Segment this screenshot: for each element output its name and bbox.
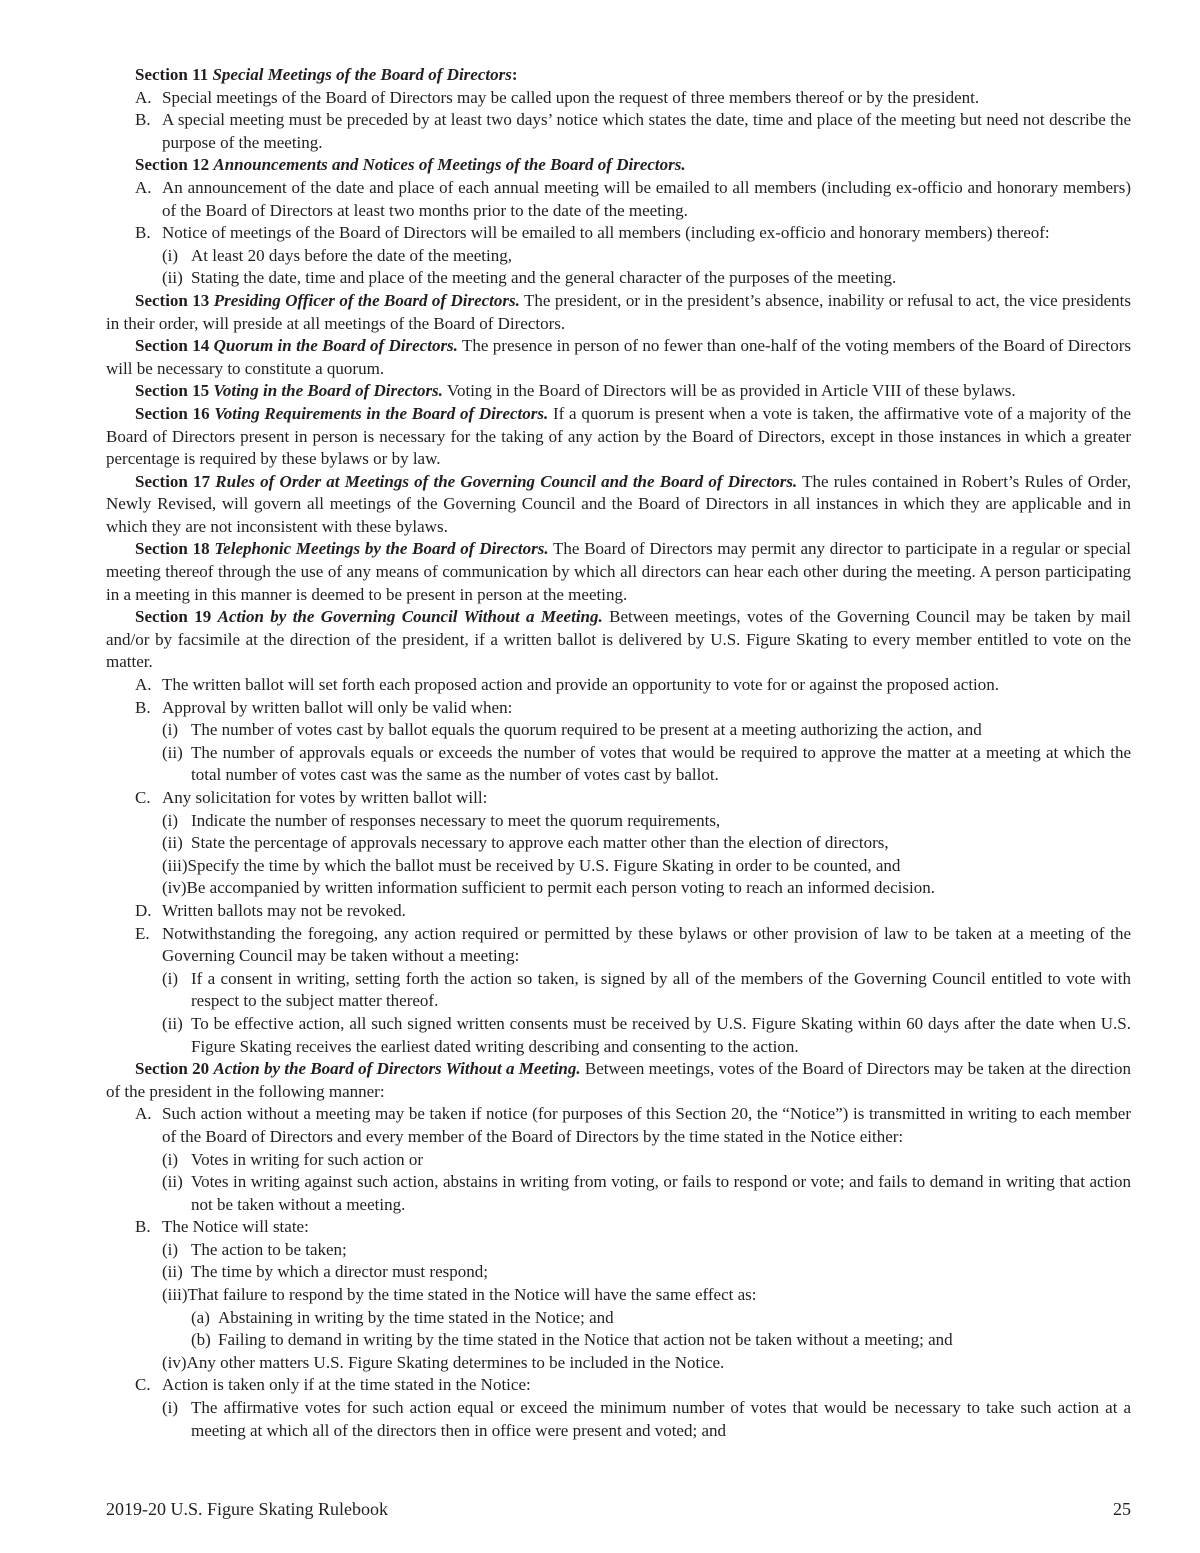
list-item-label: A.: [135, 177, 152, 197]
list-item-label: (i): [162, 1149, 179, 1169]
list-item-label: (i): [162, 720, 179, 740]
list-item-text: Special meetings of the Board of Directors may be called upon the request of three members thereof or by the president.: [162, 87, 980, 107]
section-title: Presiding Officer of the Board of Directors.: [213, 290, 520, 310]
section-title: Voting in the Board of Directors.: [213, 381, 443, 401]
list-item: [106, 1013, 1131, 1058]
section-body: Voting in the Board of Directors will be as provided in Article VIII of these bylaws.: [446, 381, 1016, 401]
list-item-label: D.: [135, 900, 152, 920]
list-item-label: (ii): [162, 268, 183, 288]
list-item-label: (i): [162, 1398, 179, 1418]
list-item: [106, 674, 1131, 697]
list-item-label: C.: [135, 1375, 151, 1395]
section-number: Section 15: [135, 381, 210, 401]
list-item-label: (i): [162, 968, 179, 988]
list-item-text: Votes in writing for such action or: [191, 1149, 423, 1169]
list-item-label: C.: [135, 788, 151, 807]
list-item: [106, 968, 1131, 1013]
section-paragraph: [106, 606, 1131, 674]
section-title: Action by the Governing Council Without a Meeting.: [217, 607, 603, 627]
list-item: [106, 1171, 1131, 1216]
list-item-label: (i): [162, 245, 179, 265]
section-title: Announcements and Notices of Meetings of the Board of Directors.: [213, 155, 686, 175]
list-item-text: An announcement of the date and place of each annual meeting will be emailed to all members (including ex-officio and honorary members) of the Board of Directors at least two months prior to the date of the meeting.: [162, 177, 1131, 220]
section-number: Section 20: [135, 1059, 210, 1079]
section-body: The Board of Directors may permit any director to participate in a regular or special meeting thereof through the use of any means of communication by which all directors can hear each other during the meeting. A person participating in a meeting in this manner is deemed to be present in person at the meeting.: [106, 539, 1131, 604]
list-item-text: At least 20 days before the date of the meeting,: [191, 245, 512, 265]
list-item-text: Written ballots may not be revoked.: [162, 900, 406, 920]
list-item: [106, 832, 1131, 855]
list-item-text: Any solicitation for votes by written ballot will:: [162, 788, 488, 807]
section-paragraph: [106, 403, 1131, 471]
footer-book-title: 2019-20 U.S. Figure Skating Rulebook: [106, 1499, 388, 1519]
section-number: Section 18: [135, 539, 210, 559]
section-body: The presence in person of no fewer than one-half of the voting members of the Board of Directors will be necessary to constitute a quorum.: [106, 336, 1132, 378]
list-item-text: The Notice will state:: [162, 1217, 309, 1237]
list-item-text: Be accompanied by written information sufficient to permit each person voting to reach an informed decision.: [186, 878, 935, 898]
section-number: Section 19: [135, 607, 212, 627]
list-item-text: The number of approvals equals or exceeds the number of votes that would be required to approve the matter at a meeting at which the total number of votes cast was the same as the number of votes cast by ballot.: [191, 742, 1131, 785]
list-item-label: (iii): [162, 1285, 188, 1305]
list-item-text: Stating the date, time and place of the meeting and the general character of the purposes of the meeting.: [191, 268, 897, 288]
list-item: [106, 1307, 1131, 1330]
list-item: [106, 1374, 1131, 1397]
list-item: [106, 1103, 1131, 1148]
list-item: [106, 267, 1131, 290]
section-body: The rules contained in Robert’s Rules of Order, Newly Revised, will govern all meetings of the Governing Council and the Board of Directors in all instances in which they are applicable and in which they are not inconsistent with these bylaws.: [106, 471, 1131, 536]
list-item: [106, 1261, 1131, 1284]
list-item-text: The action to be taken;: [191, 1239, 347, 1259]
list-item-text: State the percentage of approvals necessary to approve each matter other than the election of directors,: [191, 833, 889, 853]
section-title: Action by the Board of Directors Without a Meeting.: [213, 1059, 581, 1079]
list-item: [106, 697, 1131, 720]
list-item-label: A.: [135, 675, 152, 695]
list-item-label: B.: [135, 697, 151, 717]
list-item: [106, 87, 1131, 110]
list-item-label: E.: [135, 923, 150, 943]
list-item: [106, 810, 1131, 833]
list-item-text: Notwithstanding the foregoing, any action required or permitted by these bylaws or other provision of law to be taken at a meeting of the Governing Council may be taken without a meeting:: [162, 923, 1131, 966]
section-number: Section 14: [135, 336, 210, 356]
list-item: [106, 1352, 1131, 1375]
section-title: Quorum in the Board of Directors.: [213, 336, 458, 356]
section-title-punct: :: [511, 65, 518, 84]
list-item-label: (ii): [162, 1013, 183, 1033]
list-item-label: B.: [135, 110, 151, 130]
list-item: [106, 1149, 1131, 1172]
section-body: The president, or in the president’s absence, inability or refusal to act, the vice presidents in their order, will preside at all meetings of the Board of Directors.: [106, 290, 1131, 333]
list-item: [106, 900, 1131, 923]
list-item: [106, 1284, 1131, 1307]
list-item-text: Such action without a meeting may be taken if notice (for purposes of this Section 20, the “Notice”) is transmitted in writing to each member of the Board of Directors and every member of the Board of Directors by the time stated in the Notice either:: [162, 1104, 1131, 1146]
list-item-label: A.: [135, 87, 152, 107]
list-item: [106, 1397, 1131, 1442]
list-item-label: (ii): [162, 833, 183, 853]
list-item-label: (a): [191, 1307, 210, 1327]
list-item-label: B.: [135, 1217, 151, 1237]
document-body: [106, 64, 1131, 1442]
list-item: [106, 1216, 1131, 1239]
section-paragraph: [106, 380, 1131, 403]
list-item: [106, 1239, 1131, 1262]
list-item-label: (ii): [162, 742, 183, 762]
list-item-text: Approval by written ballot will only be valid when:: [162, 697, 513, 717]
section-title: Telephonic Meetings by the Board of Directors.: [214, 539, 549, 559]
list-item-text: Any other matters U.S. Figure Skating determines to be included in the Notice.: [186, 1352, 725, 1372]
list-item-text: That failure to respond by the time stated in the Notice will have the same effect as:: [187, 1285, 757, 1305]
list-item-label: (iv): [162, 878, 187, 898]
list-item-text: The time by which a director must respond;: [191, 1262, 488, 1282]
list-item: [106, 109, 1131, 154]
list-item-text: A special meeting must be preceded by at least two days’ notice which states the date, time and place of the meeting but need not describe the purpose of the meeting.: [162, 110, 1131, 152]
list-item-text: The written ballot will set forth each proposed action and provide an opportunity to vote for or against the proposed action.: [162, 675, 1000, 695]
section-paragraph: [106, 64, 1131, 87]
section-number: Section 13: [135, 290, 210, 310]
list-item: [106, 177, 1131, 222]
section-title: Special Meetings of the Board of Directors: [212, 65, 512, 84]
section-paragraph: [106, 1058, 1131, 1103]
list-item-text: To be effective action, all such signed written consents must be received by U.S. Figure Skating within 60 days after the date when U.S. Figure Skating receives the earliest dated writing describing and consenting to the action.: [191, 1013, 1131, 1056]
list-item-text: Action is taken only if at the time stated in the Notice:: [162, 1375, 531, 1395]
list-item: [106, 1329, 1131, 1352]
list-item-text: Notice of meetings of the Board of Directors will be emailed to all members (including ex-officio and honorary members) thereof:: [162, 223, 1050, 243]
list-item-label: (iii): [162, 855, 188, 875]
section-number: Section 11: [135, 65, 209, 84]
list-item-text: Failing to demand in writing by the time stated in the Notice that action not be taken without a meeting; and: [218, 1330, 953, 1350]
list-item-label: (iv): [162, 1352, 187, 1372]
section-title: Rules of Order at Meetings of the Governing Council and the Board of Directors.: [215, 471, 798, 491]
list-item-label: (b): [191, 1330, 211, 1350]
list-item: [106, 245, 1131, 268]
section-number: Section 12: [135, 155, 210, 175]
list-item-text: If a consent in writing, setting forth the action so taken, is signed by all of the members of the Governing Council entitled to vote with respect to the subject matter thereof.: [191, 968, 1131, 1011]
list-item-label: A.: [135, 1104, 152, 1124]
section-body: Between meetings, votes of the Board of Directors may be taken at the direction of the president in the following manner:: [106, 1059, 1132, 1101]
list-item-label: (i): [162, 810, 179, 830]
section-paragraph: [106, 538, 1131, 606]
list-item-text: The affirmative votes for such action equal or exceed the minimum number of votes that would be necessary to take such action at a meeting at which all of the directors then in office were present and voted; and: [191, 1398, 1131, 1440]
list-item-text: Votes in writing against such action, abstains in writing from voting, or fails to respond or vote; and fails to demand in writing that action not be taken without a meeting.: [191, 1172, 1131, 1214]
section-paragraph: [106, 335, 1131, 380]
list-item-text: Indicate the number of responses necessary to meet the quorum requirements,: [191, 810, 721, 830]
list-item-text: The number of votes cast by ballot equals the quorum required to be present at a meeting authorizing the action, and: [191, 720, 982, 740]
list-item-text: Abstaining in writing by the time stated in the Notice; and: [218, 1307, 614, 1327]
section-paragraph: [106, 154, 1131, 177]
footer-page-number: 25: [1113, 1499, 1131, 1519]
section-body: Between meetings, votes of the Governing Council may be taken by mail and/or by facsimile at the direction of the president, if a written ballot is delivered by U.S. Figure Skating to every member entitled to vote on the matter.: [106, 607, 1132, 672]
list-item: [106, 923, 1131, 968]
section-paragraph: [106, 471, 1131, 539]
list-item: [106, 222, 1131, 245]
list-item-label: (ii): [162, 1262, 183, 1282]
section-number: Section 16: [135, 403, 210, 423]
section-body: If a quorum is present when a vote is taken, the affirmative vote of a majority of the Board of Directors present in person is necessary for the taking of any action by the Board of Directors, except in those instances in which a greater percentage is required by these bylaws or by law.: [106, 403, 1132, 469]
list-item: [106, 742, 1131, 787]
section-paragraph: [106, 290, 1131, 335]
list-item-label: B.: [135, 223, 151, 243]
list-item-text: Specify the time by which the ballot must be received by U.S. Figure Skating in order to be counted, and: [187, 855, 901, 875]
section-title: Voting Requirements in the Board of Directors.: [214, 403, 549, 423]
list-item: [106, 855, 1131, 878]
list-item: [106, 787, 1131, 810]
list-item: [106, 719, 1131, 742]
list-item: [106, 877, 1131, 900]
section-number: Section 17: [135, 471, 211, 491]
list-item-label: (ii): [162, 1172, 183, 1192]
list-item-label: (i): [162, 1239, 179, 1259]
